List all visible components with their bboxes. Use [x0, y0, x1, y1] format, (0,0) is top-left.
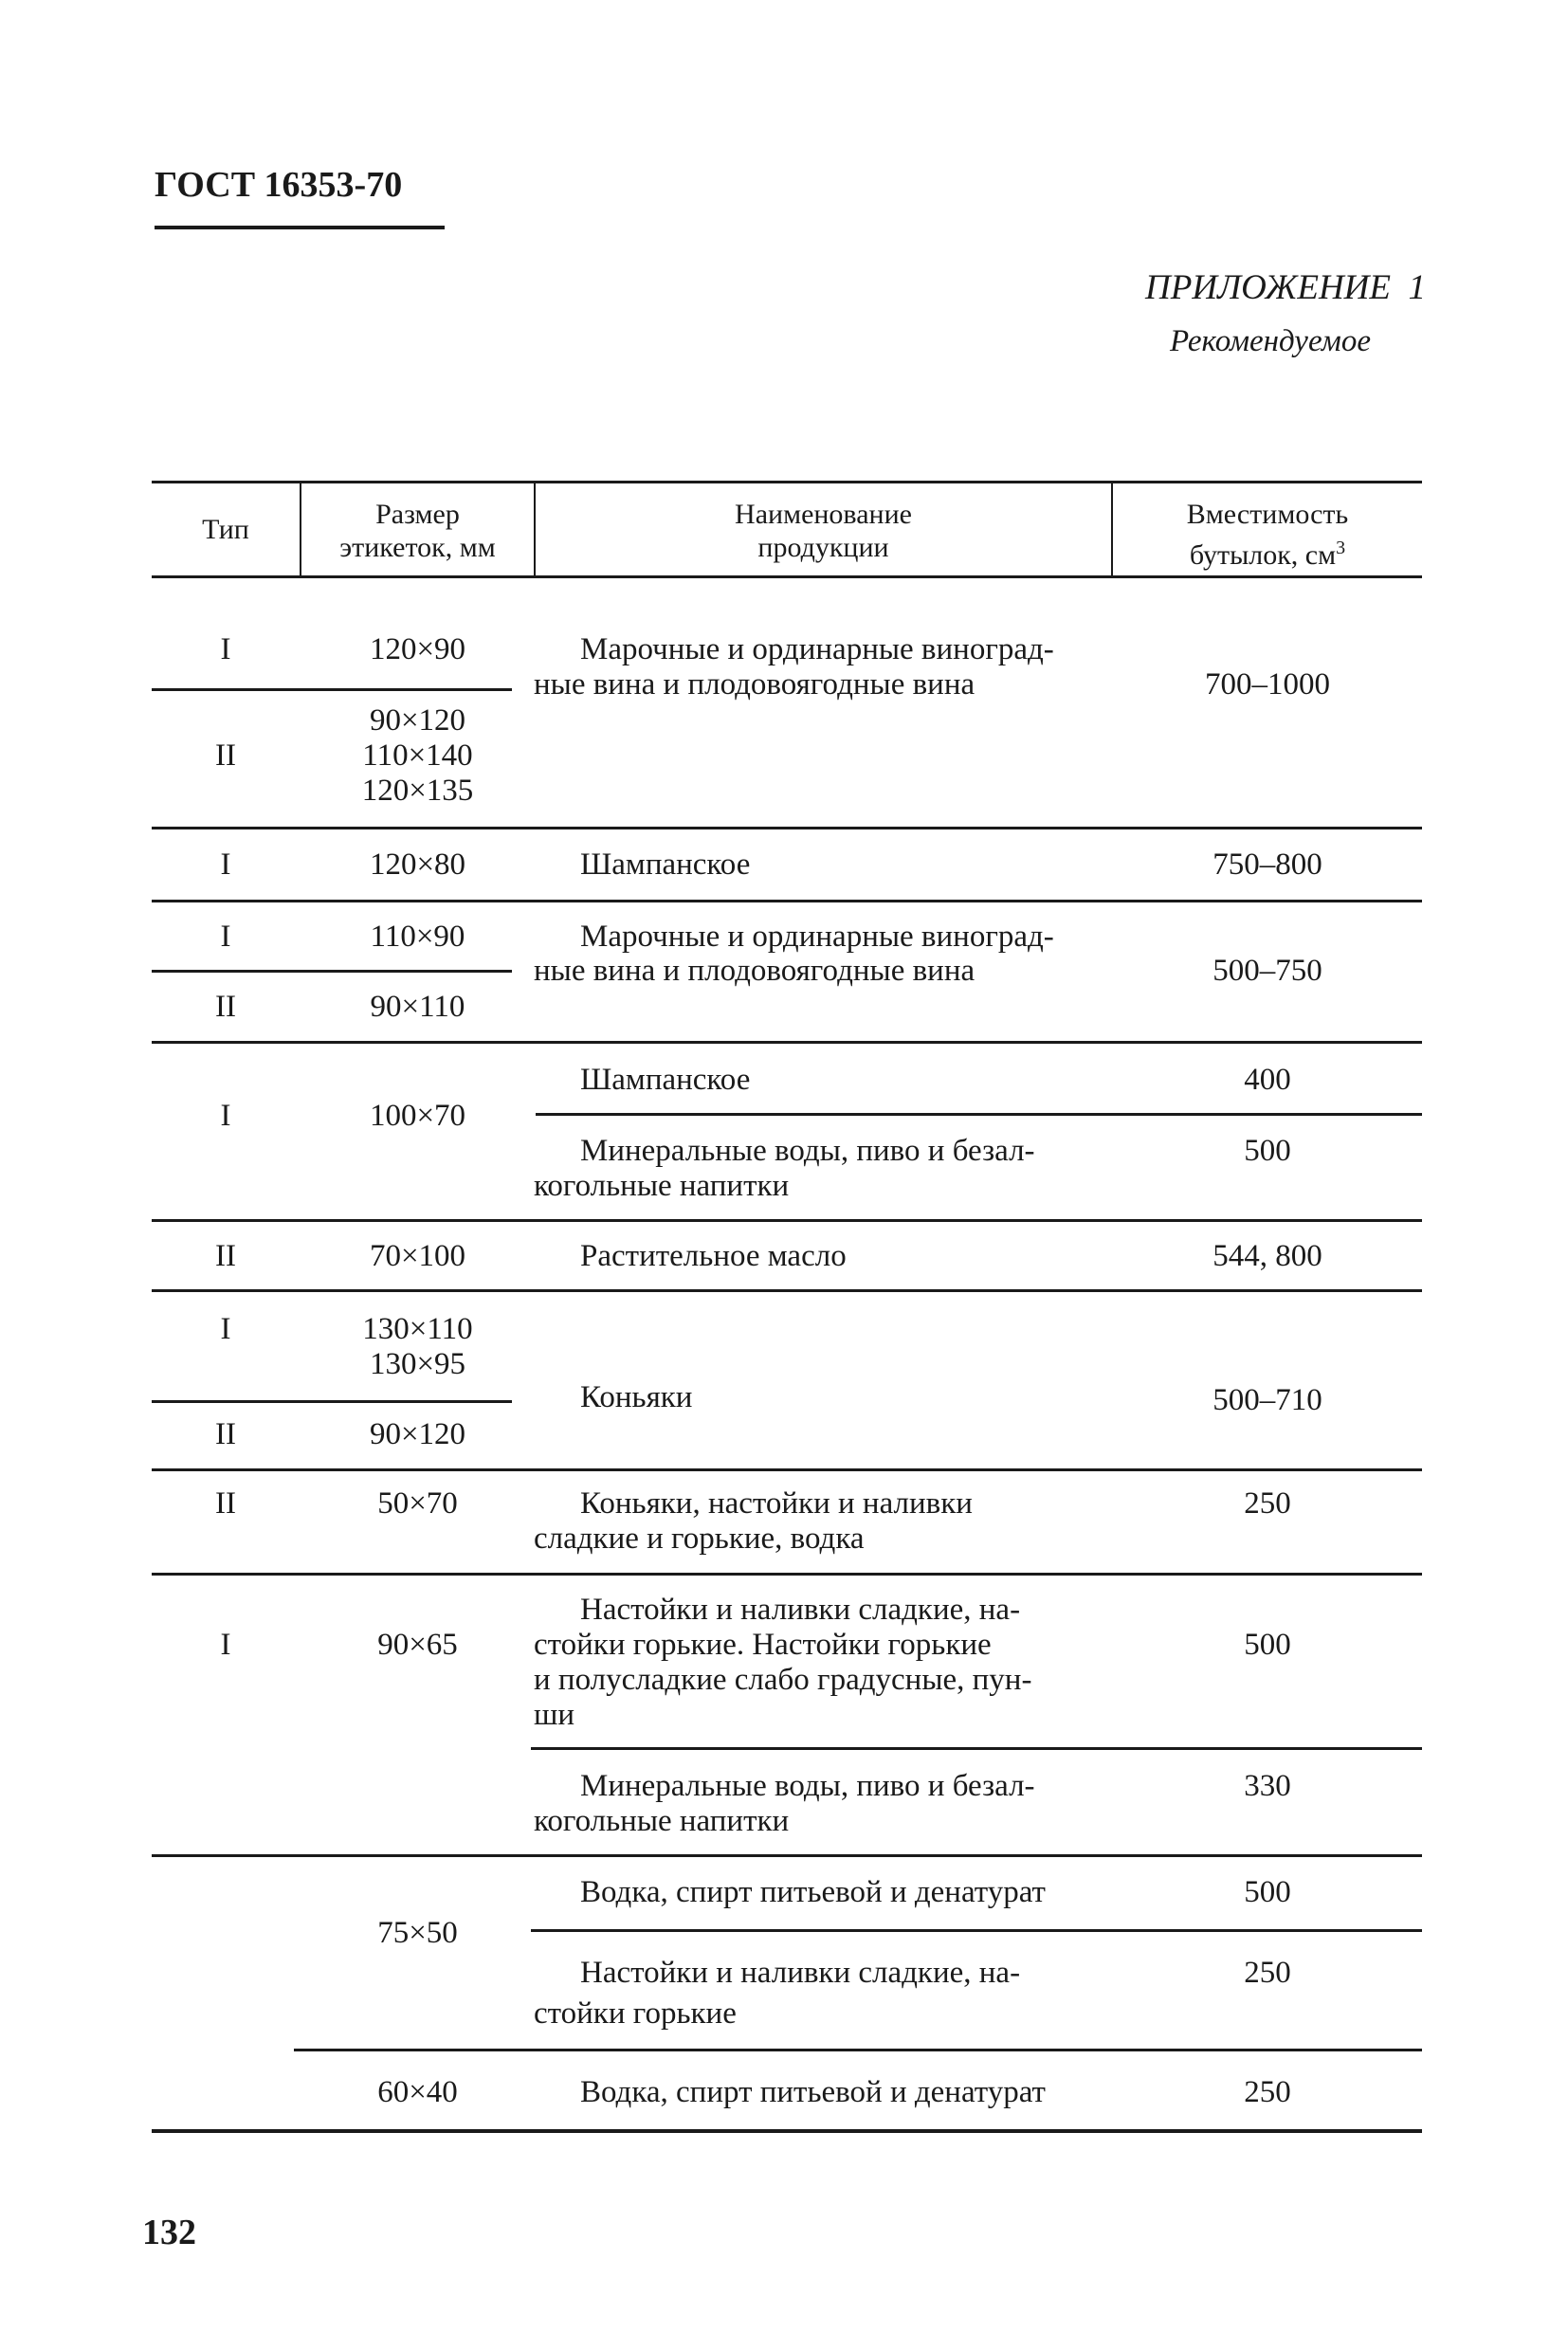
g6-bottom-rule — [152, 1468, 1422, 1471]
g8-sub-rule — [531, 1747, 1422, 1750]
header-size-line2: этикеток, мм — [339, 532, 496, 563]
g9-bottom-rule — [294, 2049, 1422, 2051]
g6-r1-size-1: 130×110 — [362, 1312, 473, 1346]
header-name-line1: Наименование — [735, 499, 912, 530]
g9-b-capacity: 250 — [1244, 1956, 1291, 1990]
g2-type: I — [220, 847, 231, 882]
g5-size: 70×100 — [369, 1239, 466, 1273]
g7-type: II — [215, 1486, 236, 1521]
g10-size: 60×40 — [377, 2075, 458, 2109]
g4-type: I — [220, 1099, 231, 1133]
g8-b-name-line2: когольные напитки — [534, 1804, 790, 1838]
g1-r1-size: 120×90 — [369, 632, 466, 666]
appendix-title: ПРИЛОЖЕНИЕ 1 — [1145, 268, 1426, 307]
g4-bottom-rule — [152, 1219, 1422, 1222]
table-header-rule — [152, 575, 1422, 578]
g8-a-name-line4: ши — [534, 1698, 575, 1732]
g3-r1-type: I — [220, 920, 231, 954]
header-capacity-line1: Вместимость — [1186, 499, 1349, 530]
g3-bottom-rule — [152, 1041, 1422, 1044]
g1-r1-type: I — [220, 632, 231, 666]
g3-capacity: 500–750 — [1212, 954, 1322, 988]
g10-name: Водка, спирт питьевой и денатурат — [580, 2075, 1046, 2109]
g5-name: Растительное масло — [580, 1239, 847, 1273]
g1-r2-size-3: 120×135 — [361, 774, 474, 808]
g3-r1-size: 110×90 — [370, 920, 465, 954]
g8-type: I — [220, 1628, 231, 1662]
g7-size: 50×70 — [377, 1486, 458, 1521]
g6-row-rule — [152, 1400, 512, 1403]
g8-size: 90×65 — [377, 1628, 458, 1662]
page-number: 132 — [142, 2213, 196, 2252]
g7-name-line2: сладкие и горькие, водка — [534, 1522, 865, 1556]
g8-a-name-line3: и полусладкие слабо градусные, пун- — [534, 1663, 1032, 1697]
g2-size: 120×80 — [369, 847, 466, 882]
document-code: ГОСТ 16353-70 — [155, 165, 403, 205]
header-capacity-line2: бутылок, $см^3$ — [1189, 538, 1346, 571]
g2-capacity: 750–800 — [1212, 847, 1322, 882]
header-underline — [155, 226, 445, 229]
g5-type: II — [215, 1239, 236, 1273]
g1-name-line1: Марочные и ординарные виноград- — [580, 632, 1054, 666]
g1-row-rule — [152, 688, 512, 691]
g1-capacity: 700–1000 — [1205, 667, 1330, 702]
g8-b-name-line1: Минеральные воды, пиво и безал- — [580, 1769, 1035, 1803]
g6-r2-type: II — [215, 1417, 236, 1451]
g8-a-name-line2: стойки горькие. Настойки горькие — [534, 1628, 992, 1662]
g7-capacity: 250 — [1244, 1486, 1291, 1521]
g7-name-line1: Коньяки, настойки и наливки — [580, 1486, 973, 1521]
g3-row-rule — [152, 970, 512, 973]
g5-capacity: 544, 800 — [1212, 1239, 1322, 1273]
g5-bottom-rule — [152, 1289, 1422, 1292]
header-size-line1: Размер — [375, 499, 460, 530]
g8-a-capacity: 500 — [1244, 1628, 1291, 1662]
header-type: Тип — [202, 514, 249, 545]
g4-b-name-line2: когольные напитки — [534, 1169, 790, 1203]
g4-sub-rule — [536, 1113, 1422, 1116]
g4-a-capacity: 400 — [1244, 1063, 1291, 1097]
g4-a-name: Шампанское — [580, 1063, 751, 1097]
g2-bottom-rule — [152, 900, 1422, 902]
g8-b-capacity: 330 — [1244, 1769, 1291, 1803]
g1-r2-size-1: 90×120 — [369, 703, 466, 738]
g6-name: Коньяки — [580, 1380, 693, 1414]
g9-b-name-line1: Настойки и наливки сладкие, на- — [580, 1956, 1021, 1990]
g9-size: 75×50 — [377, 1916, 458, 1950]
g3-r2-size: 90×110 — [370, 990, 465, 1024]
g8-a-name-line1: Настойки и наливки сладкие, на- — [580, 1593, 1021, 1627]
g1-r2-type: II — [215, 738, 236, 773]
g4-size: 100×70 — [369, 1099, 466, 1133]
g2-name: Шампанское — [580, 847, 751, 882]
g6-r1-size-2: 130×95 — [369, 1347, 466, 1381]
g1-name-line2: ные вина и плодовоягодные вина — [534, 667, 975, 702]
g4-b-name-line1: Минеральные воды, пиво и безал- — [580, 1134, 1035, 1168]
g3-name-line1: Марочные и ординарные виноград- — [580, 920, 1054, 954]
g1-r2-size-2: 110×140 — [362, 738, 473, 773]
g9-a-capacity: 500 — [1244, 1875, 1291, 1909]
appendix-note: Рекомендуемое — [1169, 324, 1371, 358]
g7-bottom-rule — [152, 1573, 1422, 1576]
g9-b-name-line2: стойки горькие — [534, 1996, 737, 2031]
g6-r2-size: 90×120 — [369, 1417, 466, 1451]
g9-a-name: Водка, спирт питьевой и денатурат — [580, 1875, 1046, 1909]
g6-r1-type: I — [220, 1312, 231, 1346]
table-top-rule — [152, 481, 1422, 483]
g3-r2-type: II — [215, 990, 236, 1024]
g8-bottom-rule — [152, 1854, 1422, 1857]
g10-capacity: 250 — [1244, 2075, 1291, 2109]
g4-b-capacity: 500 — [1244, 1134, 1291, 1168]
g9-sub-rule — [531, 1929, 1422, 1932]
g1-bottom-rule — [152, 827, 1422, 829]
g6-capacity: 500–710 — [1212, 1383, 1322, 1417]
header-name-line2: продукции — [757, 532, 889, 563]
table-bottom-rule — [152, 2129, 1422, 2133]
g3-name-line2: ные вина и плодовоягодные вина — [534, 954, 975, 988]
